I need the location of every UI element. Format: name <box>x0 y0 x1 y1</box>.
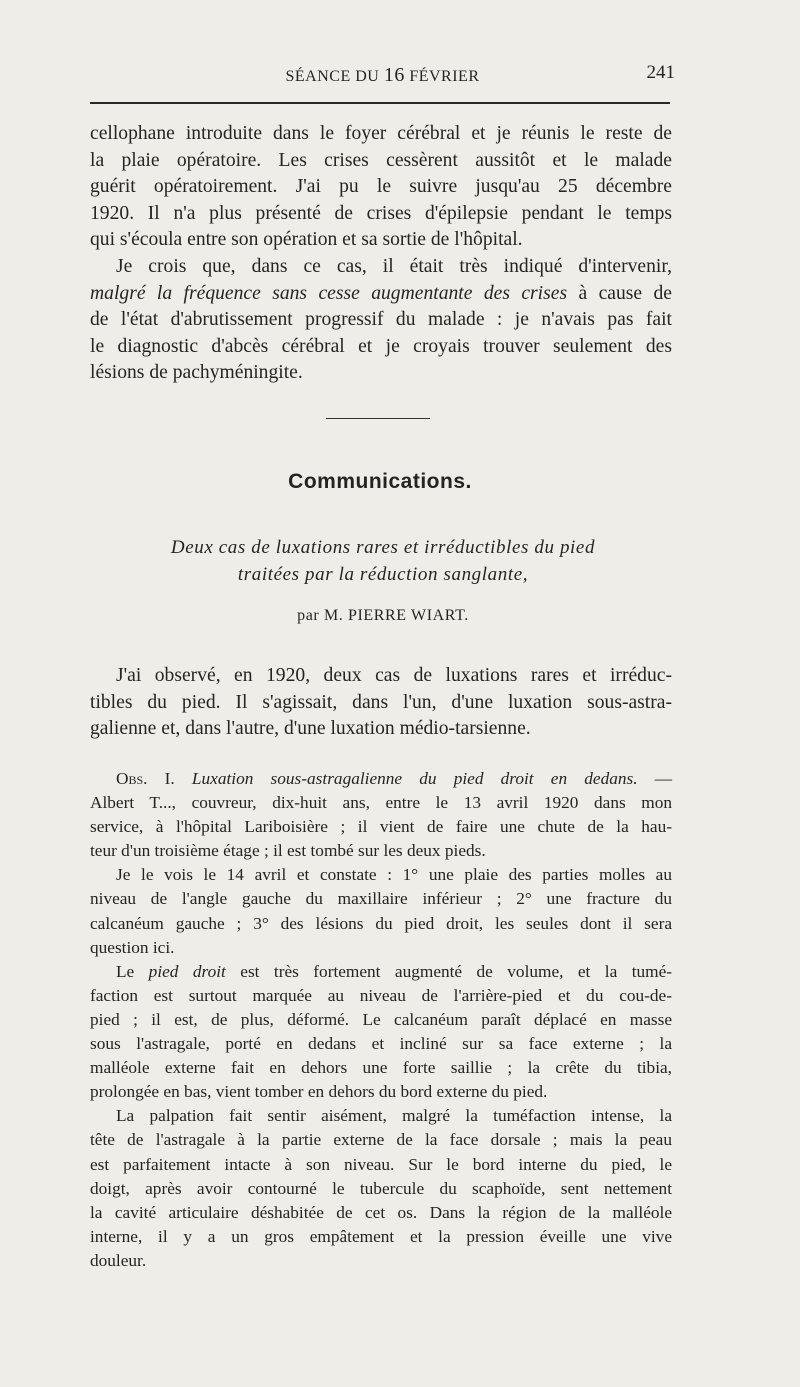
running-title <box>90 64 675 87</box>
running-title-text: SÉANCE DU <box>285 68 380 85</box>
article-title-line: traitées par la réduction sanglante, <box>237 564 529 585</box>
intro-line: guérit opératoirement. J'ai pu le suivre jusqu'au 25 décembre <box>90 176 672 198</box>
intro-line: lésions de pachyméningite. <box>90 362 303 384</box>
intro-text <box>90 121 672 387</box>
emphasis-text: malgré la fréquence sans cesse augmentante des crises <box>90 282 568 304</box>
article-author: par M. PIERRE WIART. <box>297 607 469 624</box>
observation-label: Obs. I. <box>116 769 175 788</box>
observation-line: question ici. <box>90 937 175 957</box>
intro-line: 1920. Il n'a plus présenté de crises d'épilepsie pendant le temps <box>90 202 672 224</box>
article-title-line: Deux cas de luxations rares et irréductibles du pied <box>170 537 596 558</box>
observation-title: Luxation sous-astragalienne du pied droit en dedans. <box>191 769 638 788</box>
observation-line: service, à l'hôpital Lariboisière ; il vient de faire une chute de la hau- <box>90 817 672 837</box>
section-heading: Communications. <box>288 470 472 493</box>
running-title-month: FÉVRIER <box>409 68 480 85</box>
section-divider <box>326 418 430 419</box>
running-header <box>90 62 675 86</box>
observation-line: malléole externe fait en dehors une forte saillie ; la crête du tibia, <box>90 1058 672 1078</box>
observation-line: interne, il y a un gros empâtement et la pression éveille une vive <box>90 1226 672 1246</box>
observation-line: teur d'un troisième étage ; il est tombé sur les deux pieds. <box>90 841 486 861</box>
intro-line: qui s'écoula entre son opération et sa sortie de l'hôpital. <box>90 229 523 251</box>
emphasis-text: pied droit <box>148 961 226 981</box>
observation-dash: — <box>637 769 673 788</box>
body-line: tibles du pied. Il s'agissait, dans l'un, d'une luxation sous-astra- <box>90 691 672 713</box>
observation-line: Albert T..., couvreur, dix-huit ans, entre le 13 avril 1920 dans mon <box>90 793 672 813</box>
body-text <box>90 663 672 743</box>
running-title-day: 16 <box>383 64 405 86</box>
observation-line: sous l'astragale, porté en dedans et incliné sur sa face externe ; la <box>90 1034 672 1054</box>
observation-line: faction est surtout marquée au niveau de l'arrière-pied et du cou-de- <box>90 985 672 1005</box>
observation-line-mixed <box>90 960 672 984</box>
observation-line: prolongée en bas, vient tomber en dehors du bord externe du pied. <box>90 1082 548 1102</box>
page-number: 241 <box>646 62 675 83</box>
observation-line: calcanéum gauche ; 3° des lésions du pied droit, les seules dont il sera <box>90 913 672 933</box>
intro-line-mixed <box>90 281 672 308</box>
observation-text-run: est très fortement augmenté de volume, et la tumé- <box>225 961 673 981</box>
observation-line: douleur. <box>90 1250 147 1270</box>
intro-line: de l'état d'abrutissement progressif du malade : je n'avais pas fait <box>90 309 672 331</box>
header-rule <box>90 102 670 104</box>
intro-line: cellophane introduite dans le foyer cérébral et je réunis le reste de <box>90 123 672 144</box>
intro-line: Je crois que, dans ce cas, il était très indiqué d'intervenir, <box>116 255 672 277</box>
intro-line: la plaie opératoire. Les crises cessèrent aussitôt et le malade <box>90 149 672 171</box>
observation-line: la cavité articulaire déshabitée de cet os. Dans la région de la malléole <box>90 1202 672 1222</box>
intro-text-run: à cause de <box>567 282 672 304</box>
intro-line: le diagnostic d'abcès cérébral et je croyais trouver seulement des <box>90 335 672 357</box>
observation-text <box>90 767 672 1273</box>
body-line: galienne et, dans l'autre, d'une luxation médio-tarsienne. <box>90 718 531 740</box>
observation-line: doigt, après avoir contourné le tubercule du scaphoïde, sent nettement <box>90 1178 672 1198</box>
observation-title-line <box>90 767 672 791</box>
observation-text-run: Le <box>116 961 149 981</box>
observation-line: est parfaitement intacte à son niveau. Sur le bord interne du pied, le <box>90 1154 672 1174</box>
observation-line: pied ; il est, de plus, déformé. Le calcanéum paraît déplacé en masse <box>90 1009 672 1029</box>
observation-line: Je le vois le 14 avril et constate : 1° une plaie des parties molles au <box>116 865 672 885</box>
body-line: J'ai observé, en 1920, deux cas de luxations rares et irréduc- <box>116 665 672 686</box>
observation-line: niveau de l'angle gauche du maxillaire inférieur ; 2° une fracture du <box>90 889 672 909</box>
observation-line: tête de l'astragale à la partie externe de la face dorsale ; mais la peau <box>90 1130 672 1150</box>
article-title <box>0 534 766 588</box>
observation-line: La palpation fait sentir aisément, malgré la tuméfaction intense, la <box>116 1106 672 1126</box>
